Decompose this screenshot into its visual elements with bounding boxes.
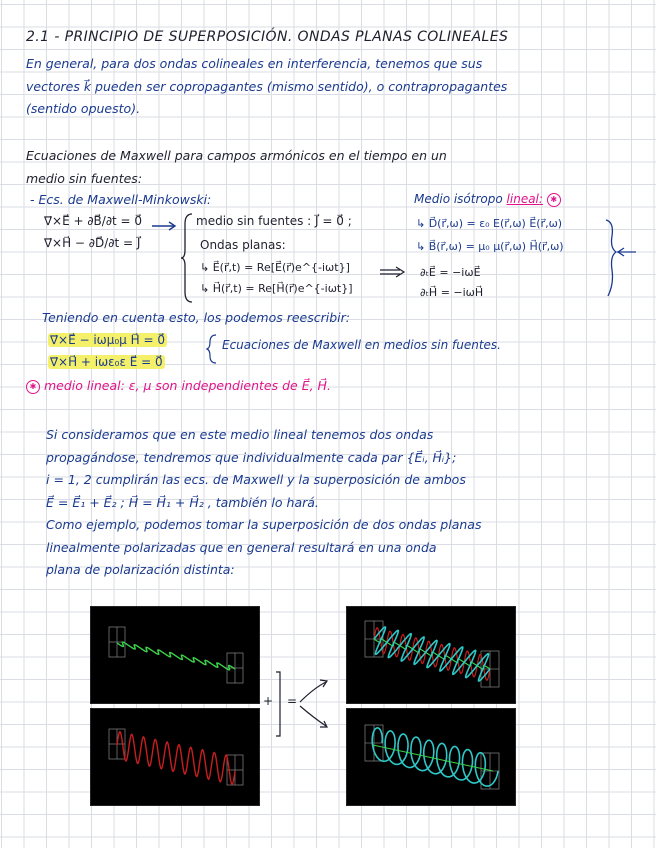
mm-equation-2: ∇⃗×H⃗ − ∂D⃗/∂t = J⃗ bbox=[44, 236, 141, 250]
example-line: Como ejemplo, podemos tomar la superposición de dos ondas planas bbox=[46, 517, 482, 532]
maxwell-intro bbox=[26, 145, 646, 190]
final-equation-2 bbox=[48, 355, 165, 369]
final-note: Ecuaciones de Maxwell en medios sin fuentes. bbox=[222, 338, 501, 352]
condition-H-field: ↳ H⃗(r⃗,t) = Re[H⃗(r⃗)e^{-iωt}] bbox=[200, 282, 353, 295]
asterisk-marker-icon: ✱ bbox=[547, 193, 561, 207]
lineal-note bbox=[26, 378, 331, 394]
mm-equation-1: ∇⃗×E⃗ + ∂B⃗/∂t = 0⃗ bbox=[44, 214, 143, 228]
condition-E-field: ↳ E⃗(r⃗,t) = Re[E⃗(r⃗)e^{-iωt}] bbox=[200, 261, 350, 274]
intro-line: En general, para dos ondas colineales en interferencia, tenemos que sus bbox=[26, 56, 483, 71]
superposition-line: E⃗ = E⃗₁ + E⃗₂ ; H⃗ = H⃗₁ + H⃗₂ , también lo hará. bbox=[46, 494, 319, 510]
right-brace-icon bbox=[604, 214, 644, 300]
intro-paragraph bbox=[26, 53, 646, 121]
final-equation-2-text: ∇⃗×H⃗ + iωε₀ε E⃗ = 0⃗ bbox=[50, 355, 163, 369]
derivative-H: ∂ₜH⃗ = −iωH⃗ bbox=[420, 286, 484, 299]
intro-line: vectores k⃗ pueden ser copropagantes (mismo sentido), o contrapropagantes bbox=[26, 78, 508, 94]
condition-sin-fuentes: medio sin fuentes : J⃗ = 0⃗ ; bbox=[196, 214, 352, 228]
plus-sign: + bbox=[263, 694, 274, 708]
implies-arrow-icon bbox=[378, 266, 408, 278]
medio-isotropo-label bbox=[414, 192, 561, 207]
example-line: plana de polarización distinta: bbox=[46, 562, 235, 577]
mm-label: - Ecs. de Maxwell-Minkowski: bbox=[30, 192, 212, 207]
lineal-note-text: medio lineal: ε, μ son independientes de E⃗, H⃗. bbox=[43, 378, 331, 393]
example-paragraph bbox=[46, 514, 636, 582]
wave-panel-red-linear bbox=[90, 708, 260, 806]
small-brace-icon bbox=[206, 334, 218, 364]
medio-label-text: Medio isótropo bbox=[414, 192, 503, 206]
medio-lineal-text: lineal: bbox=[506, 192, 543, 206]
right-arrow-icon bbox=[150, 220, 180, 232]
wave-panel-combined-linear bbox=[346, 606, 516, 704]
superposition-paragraph bbox=[46, 424, 636, 514]
page-title: 2.1 - PRINCIPIO DE SUPERPOSICIÓN. ONDAS PLANAS COLINEALES bbox=[26, 29, 509, 45]
superposition-line: propagándose, tendremos que individualmente cada par {E⃗ᵢ, H⃗ᵢ}; bbox=[46, 449, 457, 465]
wave-panel-combined-circular bbox=[346, 708, 516, 806]
equals-sign: = bbox=[287, 694, 298, 708]
medio-B-relation: ↳ B⃗(r⃗,ω) = μ₀ μ(r⃗,ω) H⃗(r⃗,ω) bbox=[416, 240, 564, 253]
maxwell-intro-line: Ecuaciones de Maxwell para campos armónicos en el tiempo en un bbox=[26, 148, 447, 163]
condition-ondas-planas: Ondas planas: bbox=[200, 238, 286, 252]
derivative-E: ∂ₜE⃗ = −iωE⃗ bbox=[420, 266, 481, 279]
asterisk-marker-icon: ✱ bbox=[26, 380, 40, 394]
intro-line: (sentido opuesto). bbox=[26, 101, 141, 116]
final-equation-1 bbox=[48, 333, 167, 347]
left-brace-icon bbox=[180, 212, 194, 304]
superposition-line: Si consideramos que en este medio lineal tenemos dos ondas bbox=[46, 427, 434, 442]
superposition-line: i = 1, 2 cumplirán las ecs. de Maxwell y la superposición de ambos bbox=[46, 472, 466, 487]
final-equation-1-text: ∇⃗×E⃗ − iωμ₀μ H⃗ = 0⃗ bbox=[50, 333, 165, 347]
medio-D-relation: ↳ D⃗(r⃗,ω) = ε₀ E(r⃗,ω) E⃗(r⃗,ω) bbox=[416, 217, 563, 230]
wave-panel-green-linear bbox=[90, 606, 260, 704]
maxwell-intro-line: medio sin fuentes: bbox=[26, 170, 143, 186]
rewrite-text: Teniendo en cuenta esto, los podemos reescribir: bbox=[42, 310, 350, 325]
example-line: linealmente polarizadas que en general resultará en una onda bbox=[46, 539, 437, 555]
